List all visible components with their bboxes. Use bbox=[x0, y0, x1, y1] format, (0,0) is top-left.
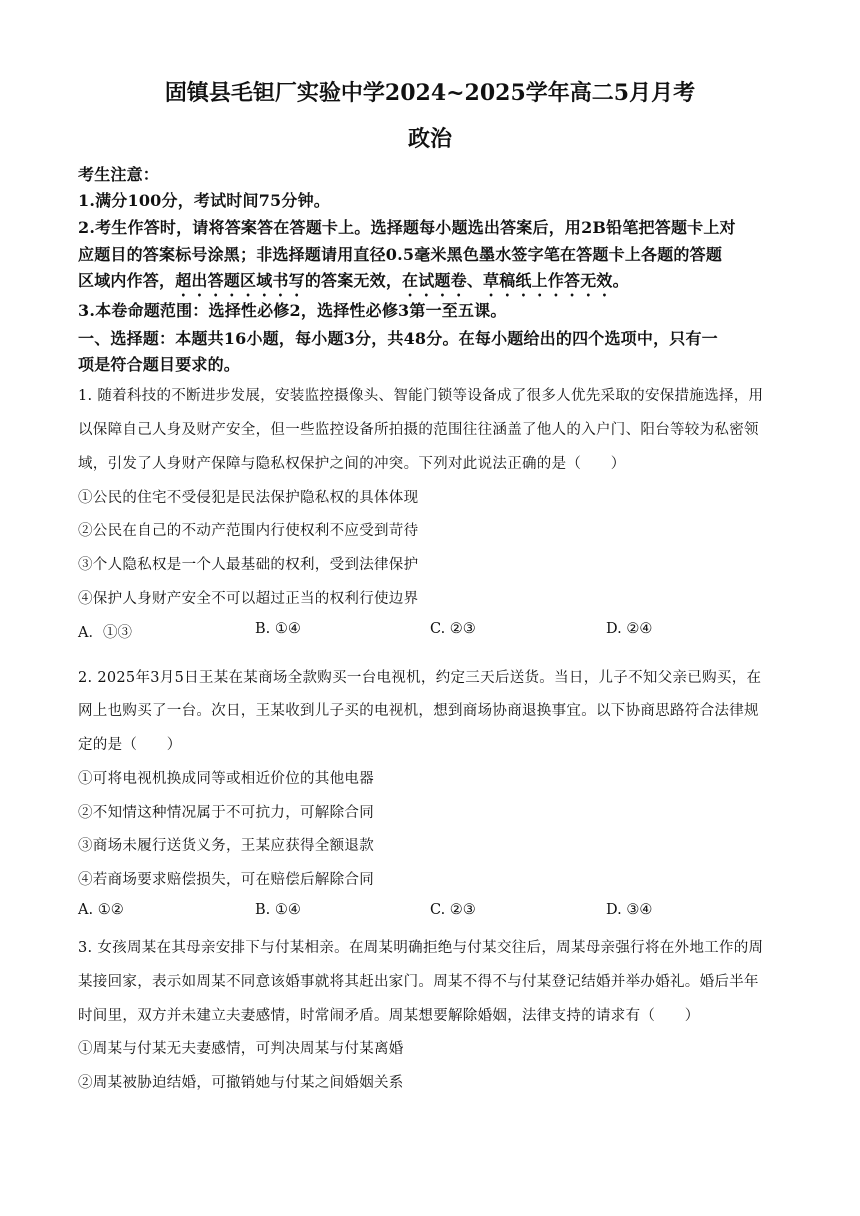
q3-statement-2: ②周某被胁迫结婚，可撤销她与付某之间婚姻关系 bbox=[78, 1075, 404, 1091]
q3-stem-line-1: 3. 女孩周某在其母亲安排下与付某相亲。在周某明确拒绝与付某交往后，周某母亲强行将在外地工作的周 bbox=[78, 940, 764, 956]
q2-stem-line-1: 2. 2025年3月5日王某在某商场全款购买一台电视机，约定三天后送货。当日，儿子不知父亲已购买，在 bbox=[78, 670, 762, 686]
q2-option-d: D. ③④ bbox=[606, 902, 653, 918]
q2-option-a: A. ①② bbox=[78, 902, 124, 918]
section-1-instruction-line-1: 一、选择题：本题共16小题，每小题3分，共48分。在每小题给出的四个选项中，只有一 bbox=[78, 329, 718, 348]
q3-statement-1: ①周某与付某无夫妻感情，可判决周某与付某离婚 bbox=[78, 1041, 404, 1057]
q2-statement-2: ②不知情这种情况属于不可抗力，可解除合同 bbox=[78, 805, 374, 821]
q2-stem-line-2: 网上也购买了一台。次日，王某收到儿子买的电视机，想到商场协商退换事宜。以下协商思路符合法律规 bbox=[78, 703, 759, 719]
q3-stem-line-2: 某接回家，表示如周某不同意该婚事就将其赶出家门。周某不得不与付某登记结婚并举办婚礼。婚后半年 bbox=[78, 974, 759, 990]
emphasis-text: 超出答题区域书写 bbox=[175, 271, 305, 290]
q2-statement-1: ①可将电视机换成同等或相近价位的其他电器 bbox=[78, 771, 374, 787]
notice-text: 的答案无效， bbox=[304, 271, 403, 290]
q1-stem-line-3: 域，引发了人身财产保障与隐私权保护之间的冲突。下列对此说法正确的是（ ） bbox=[78, 456, 626, 472]
q1-option-c: C. ②③ bbox=[430, 621, 476, 637]
notice-heading: 考生注意： bbox=[78, 165, 160, 184]
q1-stem-line-2: 以保障自己人身及财产安全，但一些监控设备所拍摄的范围往往涵盖了他人的入户门、阳台等较为私密领 bbox=[78, 422, 759, 438]
q2-statement-3: ③商场未履行送货义务，王某应获得全额退款 bbox=[78, 838, 374, 854]
exam-title: 固镇县毛钽厂实验中学2024~2025学年高二5月月考 bbox=[164, 80, 696, 106]
notice-item-2-line-3 bbox=[78, 268, 629, 300]
notice-item-3: 3.本卷命题范围：选择性必修2，选择性必修3第一至五课。 bbox=[78, 301, 507, 320]
q2-option-c: C. ②③ bbox=[430, 902, 476, 918]
q1-statement-1: ①公民的住宅不受侵犯是民法保护隐私权的具体体现 bbox=[78, 490, 419, 506]
emphasis-text: 在试题卷、草稿纸上作答无效 bbox=[402, 271, 613, 290]
subject-title: 政治 bbox=[407, 126, 452, 152]
q3-stem-line-3: 时间里，双方并未建立夫妻感情，时常闹矛盾。周某想要解除婚姻，法律支持的请求有（ ） bbox=[78, 1008, 700, 1024]
notice-text: 区域内作答， bbox=[78, 271, 176, 290]
q2-statement-4: ④若商场要求赔偿损失，可在赔偿后解除合同 bbox=[78, 872, 374, 888]
q1-option-b: B. ①④ bbox=[255, 621, 301, 637]
notice-item-2-line-2: 应题目的答案标号涂黑；非选择题请用直径0.5毫米黑色墨水签字笔在答题卡上各题的答题 bbox=[78, 245, 723, 264]
q2-stem-line-3: 定的是（ ） bbox=[78, 737, 182, 753]
q1-statement-3: ③个人隐私权是一个人最基础的权利，受到法律保护 bbox=[78, 557, 419, 573]
q1-option-d: D. ②④ bbox=[606, 621, 653, 637]
q1-statement-2: ②公民在自己的不动产范围内行使权利不应受到苛待 bbox=[78, 523, 419, 539]
q1-statement-4: ④保护人身财产安全不可以超过正当的权利行使边界 bbox=[78, 591, 419, 607]
notice-text: 。 bbox=[612, 271, 629, 290]
section-1-instruction-line-2: 项是符合题目要求的。 bbox=[78, 355, 241, 374]
notice-item-2-line-1: 2.考生作答时，请将答案答在答题卡上。选择题每小题选出答案后，用2B铅笔把答题卡上对 bbox=[78, 218, 736, 237]
q2-option-b: B. ①④ bbox=[255, 902, 301, 918]
notice-item-1: 1.满分100分，考试时间75分钟。 bbox=[78, 191, 330, 210]
q1-option-a: A．①③ bbox=[78, 625, 132, 641]
q1-stem-line-1: 1. 随着科技的不断进步发展，安装监控摄像头、智能门锁等设备成了很多人优先采取的安保措施选择，用 bbox=[78, 388, 764, 404]
